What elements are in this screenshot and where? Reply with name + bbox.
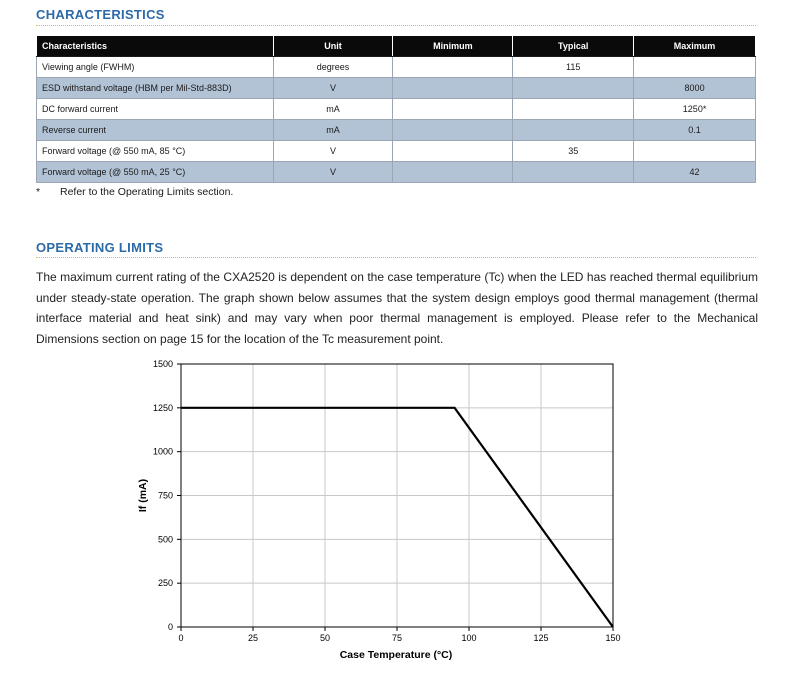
table-row [37,141,756,162]
cell-maximum [634,141,756,162]
header-characteristics: Characteristics [37,36,274,57]
x-tick-label: 100 [461,633,477,643]
cell-unit: V [273,141,393,162]
y-tick-label: 750 [157,490,173,501]
cell-typical [513,120,634,141]
characteristics-divider [36,25,756,26]
table-row [37,120,756,141]
y-tick-label: 500 [157,534,173,545]
paragraph-text: The maximum current rating of the CXA2520 is dependent on the case temperature (Tc) when the LED has reached thermal equilibrium under steady-state operation. The graph shown below assumes that the system design employs good thermal management (thermal interface material and heat sink) and may vary when poor thermal management is employed. Please refer to the Mechanical Dimensions section on page 15 for the location of the Tc measurement point. [36,270,758,346]
cell-unit: mA [273,99,393,120]
header-unit: Unit [273,36,393,57]
x-tick-label: 25 [247,633,259,643]
y-tick-label: 250 [157,578,173,589]
x-tick-label: 75 [391,633,403,643]
cell-typical [513,162,634,183]
cell-unit: degrees [273,57,393,78]
cell-typical: 115 [513,57,634,78]
operating-limits-chart [0,350,786,670]
y-tick-label: 1500 [152,359,173,369]
cell-unit: V [273,78,393,99]
x-axis-label: Case Temperature (°C) [339,649,453,661]
y-axis-label: If (mA) [137,478,149,513]
table-row [37,162,756,183]
cell-typical [513,99,634,120]
cell-characteristic: ESD withstand voltage (HBM per Mil-Std-883D) [37,78,274,99]
table-row [37,99,756,120]
header-typical: Typical [513,36,634,57]
cell-typical [513,78,634,99]
table-row [37,78,756,99]
cell-characteristic: Viewing angle (FWHM) [37,57,274,78]
operating-limits-title: OPERATING LIMITS [36,240,164,255]
cell-unit: mA [273,120,393,141]
cell-characteristic: Reverse current [37,120,274,141]
x-tick-label: 150 [605,633,621,643]
cell-characteristic: Forward voltage (@ 550 mA, 25 °C) [37,162,274,183]
header-minimum: Minimum [393,36,513,57]
footnote-mark: * [36,186,41,198]
cell-maximum: 42 [634,162,756,183]
cell-maximum: 8000 [634,78,756,99]
operating-limits-divider [36,257,756,258]
cell-maximum: 0.1 [634,120,756,141]
cell-minimum [393,99,513,120]
table-row [37,57,756,78]
x-tick-label: 0 [178,633,184,643]
cell-characteristic: DC forward current [37,99,274,120]
operating-limits-paragraph [36,267,758,349]
table-footnote [36,186,233,198]
x-tick-label: 125 [533,633,549,643]
characteristics-title: CHARACTERISTICS [36,7,165,22]
cell-minimum [393,57,513,78]
cell-minimum [393,78,513,99]
characteristics-table [36,35,756,183]
table-header-row [37,36,756,57]
cell-typical: 35 [513,141,634,162]
cell-minimum [393,141,513,162]
footnote-text: Refer to the Operating Limits section. [60,186,234,198]
cell-minimum [393,162,513,183]
y-tick-label: 0 [167,622,173,632]
cell-maximum [634,57,756,78]
y-tick-label: 1250 [152,402,173,413]
cell-maximum: 1250* [634,99,756,120]
y-tick-label: 1000 [152,446,173,457]
x-tick-label: 50 [319,633,331,643]
cell-minimum [393,120,513,141]
cell-characteristic: Forward voltage (@ 550 mA, 85 °C) [37,141,274,162]
cell-unit: V [273,162,393,183]
header-maximum: Maximum [634,36,756,57]
